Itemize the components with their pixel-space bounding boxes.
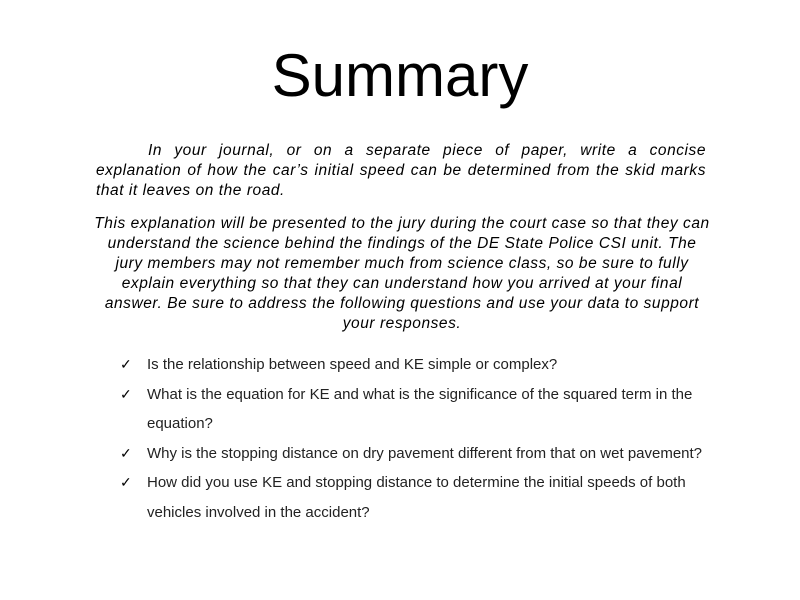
- checkmark-icon: ✓: [120, 444, 132, 461]
- question-item: [120, 380, 730, 439]
- checkmark-icon: ✓: [120, 474, 132, 490]
- checkmark-icon: ✓: [120, 356, 132, 372]
- question-text: Is the relationship between speed and KE simple or complex?: [147, 356, 558, 373]
- instruction-paragraph-journal: In your journal, or on a separate piece of paper, write a concise explanation of how the car’s initial speed can be determined from the skid marks that it leaves on the road.: [96, 142, 706, 199]
- question-item: [120, 439, 730, 469]
- checkmark-icon: ✓: [120, 385, 132, 402]
- question-text: What is the equation for KE and what is the significance of the squared term in the equation?: [147, 385, 693, 432]
- question-item: [120, 350, 730, 380]
- question-text: Why is the stopping distance on dry pavement different from that on wet pavement?: [147, 444, 703, 462]
- question-list: [120, 350, 730, 527]
- question-item: [120, 468, 730, 527]
- instruction-paragraph-jury: This explanation will be presented to the jury during the court case so that they can understand the science behind the findings of the DE State Police CSI unit. The jury members may not remember much from science class, so be sure to fully explain everything so that they can understand how you arrived at your final answer. Be sure to address the following questions and use your data to support your responses.: [94, 215, 710, 332]
- slide-title: Summary: [271, 42, 529, 109]
- question-text: How did you use KE and stopping distance to determine the initial speeds of both vehicles involved in the accident?: [147, 474, 686, 521]
